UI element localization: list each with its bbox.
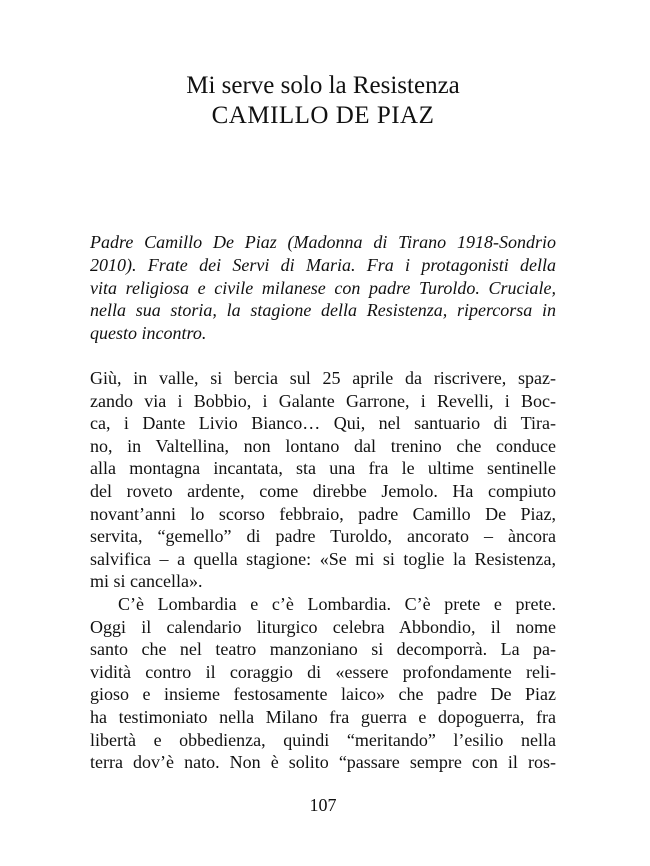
body-line: libertà e obbedienza, quindi “meritando” l’esilio nella bbox=[90, 729, 556, 750]
body-line: gioso e insieme festosamente laico» che padre De Piaz bbox=[90, 684, 556, 705]
body-line: zando via i Bobbio, i Galante Garrone, i Revelli, i Boc- bbox=[90, 390, 556, 411]
chapter-title: Mi serve solo la Resistenza bbox=[186, 72, 460, 99]
body-line: mi si cancella». bbox=[90, 571, 203, 592]
body-line: novant’anni lo scorso febbraio, padre Camillo De Piaz, bbox=[90, 503, 556, 524]
body-line: salvifica – a quella stagione: «Se mi si toglie la Resistenza, bbox=[90, 548, 556, 569]
body-line: no, in Valtellina, non lontano dal trenino che conduce bbox=[90, 435, 556, 456]
abstract-line: questo incontro. bbox=[90, 323, 207, 344]
abstract-line: vita religiosa e civile milanese con padre Turoldo. Cruciale, bbox=[90, 277, 556, 298]
body-line: C’è Lombardia e c’è Lombardia. C’è prete e prete. bbox=[118, 593, 556, 614]
body-line: Oggi il calendario liturgico celebra Abbondio, il nome bbox=[90, 616, 556, 637]
body-line: terra dov’è nato. Non è solito “passare sempre con il ros- bbox=[90, 752, 556, 773]
body-line: del roveto ardente, come direbbe Jemolo. Ha compiuto bbox=[90, 480, 556, 501]
chapter-abstract bbox=[90, 231, 556, 345]
body-line: Giù, in valle, si bercia sul 25 aprile da riscrivere, spaz- bbox=[90, 368, 556, 388]
abstract-line: Padre Camillo De Piaz (Madonna di Tirano 1918-Sondrio bbox=[90, 232, 556, 252]
body-line: santo che nel teatro manzoniano si decomporrà. La pa- bbox=[90, 639, 556, 660]
body-line: ca, i Dante Livio Bianco… Qui, nel santuario di Tira- bbox=[90, 413, 556, 434]
body-line: vidità contro il coraggio di «essere profondamente reli- bbox=[90, 661, 556, 682]
abstract-line: 2010). Frate dei Servi di Maria. Fra i protagonisti della bbox=[90, 254, 556, 275]
page-number: 107 bbox=[309, 795, 337, 815]
body-line: servita, “gemello” di padre Turoldo, ancorato – àncora bbox=[90, 526, 556, 547]
chapter-author: CAMILLO DE PIAZ bbox=[211, 102, 435, 129]
body-line: alla montagna incantata, sta una fra le ultime sentinelle bbox=[90, 458, 556, 479]
chapter-body bbox=[90, 367, 556, 774]
body-line: ha testimoniato nella Milano fra guerra e dopoguerra, fra bbox=[90, 706, 556, 727]
abstract-line: nella sua storia, la stagione della Resistenza, ripercorsa in bbox=[90, 300, 556, 321]
